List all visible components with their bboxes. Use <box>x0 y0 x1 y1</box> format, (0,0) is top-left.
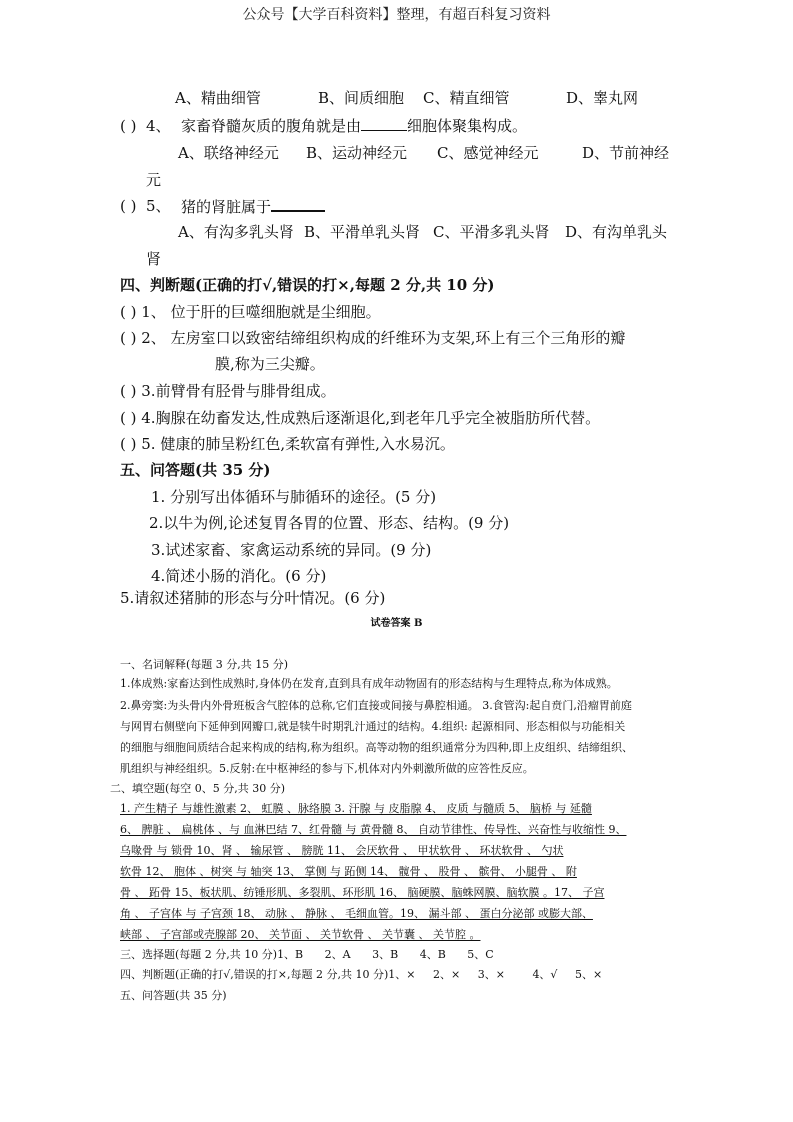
q5-answer-paren: ( ) <box>120 197 137 215</box>
q4-stem-after: 细胞体聚集构成。 <box>407 117 528 135</box>
judgement-item-4 <box>120 408 600 428</box>
answer-sec5-title: 五、问答题(共 35 分) <box>120 989 227 1002</box>
q4-number: 4、 <box>146 117 171 135</box>
answer-sec2-line: 6、 脾脏 、 扁桃体 、与 血淋巴结 7、红骨髓 与 黄骨髓 8、 自动节律性、传导性、兴奋性与收缩性 9、 <box>120 823 627 836</box>
answer-sec2-title: 二、填空题(每空 0、5 分,共 30 分) <box>110 782 286 795</box>
q3-option-a: A、精曲细管 <box>175 89 261 107</box>
answer-sec2-line: 乌喙骨 与 锁骨 10、肾 、 输尿管 、 膀胱 11、 会厌软骨 、 甲状软骨 、 环状软骨 、 勺状 <box>120 844 564 857</box>
answer-sec1-line: 2.鼻旁窦:为头骨内外骨班板含气腔体的总称,它们直接或间接与鼻腔相通。 3.食管沟:起自贲门,沿瘤胃前庭 <box>120 699 632 712</box>
answer-sec3-item: 5、C <box>467 948 494 961</box>
q4-option-d: D、节前神经 <box>582 144 670 162</box>
answer-sec2-line: 峡部 、 子宫部或壳腺部 20、 关节面 、 关节软骨 、 关节囊 、 关节腔 。 <box>120 928 481 941</box>
answer-sec3 <box>120 946 494 963</box>
q5-stem <box>181 196 325 217</box>
judgement-text: 3.前臂骨有胫骨与腓骨组成。 <box>141 382 336 400</box>
judgement-paren: ( ) <box>120 329 137 347</box>
q3-option-d: D、睾丸网 <box>566 89 639 107</box>
essay-section-title: 五、问答题(共 35 分) <box>120 461 271 479</box>
judgement-paren: ( ) <box>120 303 137 321</box>
essay-item-1: 1. 分别写出体循环与肺循环的途径。(5 分) <box>151 488 437 506</box>
answer-sec1-line: 与网胃右侧壁向下延伸到网瓣口,就是犊牛时期乳汁通过的结构。4.组织: 起源相同、形态相似与功能相关 <box>120 720 626 733</box>
judgement-item-2 <box>120 328 625 348</box>
answer-sec2-line: 1. 产生精子 与雄性激素 2、 虹膜 、脉络膜 3. 汗腺 与 皮脂腺 4、 皮质 与髓质 5、 脑桥 与 延髓 <box>120 802 592 815</box>
q5-blank <box>271 196 325 212</box>
answer-key-title: 试卷答案 B <box>370 618 423 629</box>
q3-option-b: B、间质细胞 <box>318 89 405 107</box>
answer-sec4-item: 5、× <box>574 968 603 981</box>
answer-sec3-item: 3、B <box>372 948 399 961</box>
answer-sec4-title: 四、判断题(正确的打√,错误的打×,每题 2 分,共 10 分) <box>120 968 389 981</box>
q4-option-a: A、联络神经元 <box>178 144 279 162</box>
essay-item-2: 2.以牛为例,论述复胃各胃的位置、形态、结构。(9 分) <box>149 514 510 532</box>
q5-option-d-wrap: 肾 <box>146 250 162 268</box>
answer-sec4-item: 2、× <box>433 968 461 981</box>
answer-sec4-item: 3、× <box>477 968 505 981</box>
judgement-item-2-wrap: 膜,称为三尖瓣。 <box>215 355 325 373</box>
q4-blank <box>361 116 407 131</box>
q5-option-d: D、有沟单乳头 <box>565 223 668 241</box>
q5-option-a: A、有沟多乳头肾 <box>178 223 294 241</box>
q5-stem-text: 猪的肾脏属于 <box>181 198 272 216</box>
answer-sec1-line: 1.体成熟:家畜达到性成熟时,身体仍在发育,直到具有成年动物固有的形态结构与生理特点,称为体成熟。 <box>120 677 618 690</box>
answer-sec4-item: 4、√ <box>532 968 558 981</box>
answer-sec3-item: 4、B <box>419 948 446 961</box>
essay-item-5: 5.请叙述猪肺的形态与分叶情况。(6 分) <box>120 589 386 607</box>
q4-option-b: B、运动神经元 <box>306 144 408 162</box>
answer-sec4 <box>120 966 602 983</box>
answer-sec1-title: 一、名词解释(每题 3 分,共 15 分) <box>120 658 289 671</box>
judgement-item-3 <box>120 381 336 401</box>
judgement-paren: ( ) <box>120 382 137 400</box>
q4-option-d-wrap: 元 <box>146 171 162 189</box>
essay-item-4: 4.简述小肠的消化。(6 分) <box>151 567 327 585</box>
q4-stem-before: 家畜脊髓灰质的腹角就是由 <box>181 117 362 135</box>
answer-sec2-line: 骨 、 跖骨 15、板状肌、纺锤形肌、多裂肌、环形肌 16、 脑硬膜、脑蛛网膜、脑软膜 。17、 子宫 <box>120 886 605 899</box>
judgement-text: 4.胸腺在幼畜发达,性成熟后逐渐退化,到老年几乎完全被脂肪所代替。 <box>141 409 601 427</box>
answer-sec2-line: 角 、 子宫体 与 子宫颈 18、 动脉 、 静脉 、 毛细血管。19、 漏斗部 、 蛋白分泌部 或膨大部、 <box>120 907 593 920</box>
judgement-paren: ( ) <box>120 409 137 427</box>
judgement-text: 5. 健康的肺呈粉红色,柔软富有弹性,入水易沉。 <box>141 435 455 453</box>
judgement-text: 1、 位于肝的巨噬细胞就是尘细胞。 <box>141 303 381 321</box>
answer-sec1-line: 的细胞与细胞间质结合起来构成的结构,称为组织。高等动物的组织通常分为四种,即上皮组织、结缔组织、 <box>120 741 633 754</box>
q5-option-c: C、平滑多乳头肾 <box>433 223 550 241</box>
answer-sec2-line: 软骨 12、 胞体 、树突 与 轴突 13、 掌侧 与 跖侧 14、 髋骨 、 股骨 、 髌骨、 小腿骨 、 附 <box>120 865 577 878</box>
q5-option-b: B、平滑单乳头肾 <box>304 223 421 241</box>
answer-sec1-line: 肌组织与神经组织。5.反射:在中枢神经的参与下,机体对内外刺激所做的应答性反应。 <box>120 762 534 775</box>
q3-option-c: C、精直细管 <box>423 89 510 107</box>
judgement-section-title: 四、判断题(正确的打√,错误的打×,每题 2 分,共 10 分) <box>120 276 495 294</box>
judgement-text: 2、 左房室口以致密结缔组织构成的纤维环为支架,环上有三个三角形的瓣 <box>141 329 626 347</box>
judgement-paren: ( ) <box>120 435 137 453</box>
judgement-item-5 <box>120 434 455 454</box>
answer-sec3-item: 2、A <box>324 948 351 961</box>
judgement-item-1 <box>120 302 381 322</box>
essay-item-3: 3.试述家畜、家禽运动系统的异同。(9 分) <box>151 541 432 559</box>
q5-number: 5、 <box>146 197 171 215</box>
answer-sec3-title: 三、选择题(每题 2 分,共 10 分) <box>120 948 278 961</box>
answer-sec3-item: 1、B <box>277 948 304 961</box>
q4-option-c: C、感觉神经元 <box>437 144 539 162</box>
answer-sec4-item: 1、× <box>388 968 416 981</box>
q4-answer-paren: ( ) <box>120 117 137 135</box>
q4-stem <box>181 116 527 136</box>
page-header: 公众号【大学百科资料】整理，有超百科复习资料 <box>242 7 551 23</box>
